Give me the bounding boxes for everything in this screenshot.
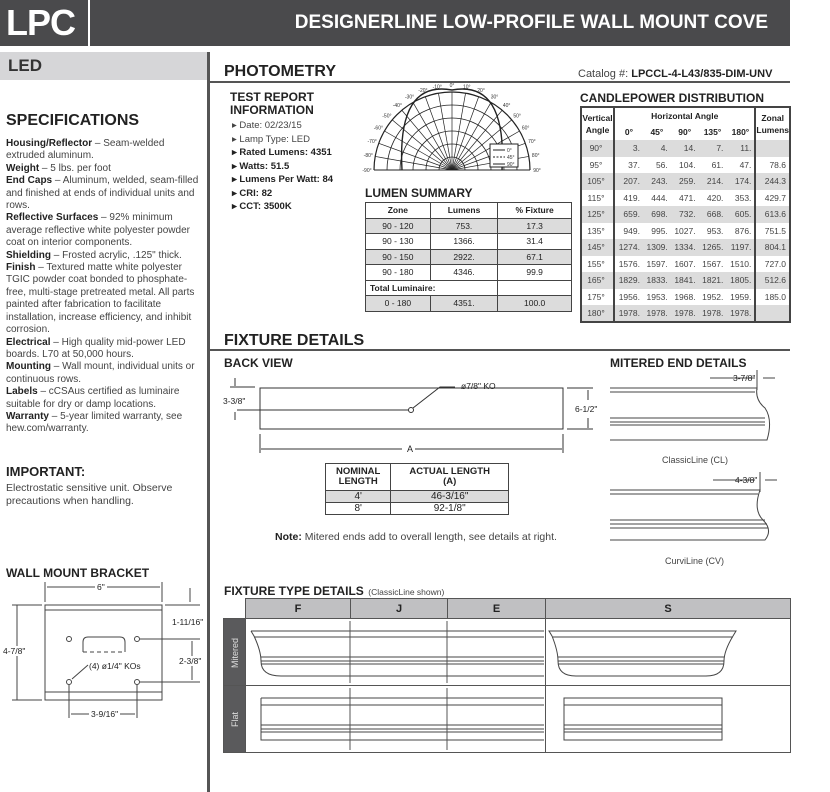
product-subtitle: LED <box>0 52 208 80</box>
header-line: Lumens <box>756 125 789 135</box>
cell: 180° <box>581 305 614 322</box>
row-label: Flat <box>224 686 246 753</box>
spec-label: Shielding <box>6 249 51 261</box>
col-header: E <box>448 599 546 619</box>
col-header: J <box>351 599 448 619</box>
cell: 1821. <box>699 272 727 289</box>
table-row <box>581 157 790 174</box>
spec-label: Labels <box>6 386 38 398</box>
polar-angle-label: -40° <box>392 102 402 109</box>
candlepower-heading: CANDLEPOWER DISTRIBUTION <box>580 91 764 105</box>
spec-item <box>6 250 201 262</box>
cell: 46-3/16" <box>391 491 509 503</box>
polar-angle-label: 50° <box>513 113 521 120</box>
length-table <box>325 463 509 515</box>
specifications-heading: SPECIFICATIONS <box>6 112 140 129</box>
cell: 4. <box>643 140 671 157</box>
cell: 1567. <box>702 258 724 269</box>
spec-label: Warranty <box>6 410 49 422</box>
spec-text: – High quality mid-power LED boards. L70 at 50,000 hours. <box>6 336 186 360</box>
flat-profile-drawing <box>546 688 741 750</box>
table-row <box>326 491 509 503</box>
test-report-list <box>232 119 333 214</box>
polar-angle-label: 80° <box>531 153 540 160</box>
length-dimension: A <box>407 444 414 454</box>
cell: 31.4 <box>498 234 572 250</box>
cell: 145° <box>581 239 614 256</box>
polar-angle-label: 70° <box>528 138 536 145</box>
spec-item <box>6 386 201 411</box>
cell: 78.6 <box>755 157 790 174</box>
cell: 259. <box>671 173 699 190</box>
polar-angle-label: 60° <box>521 125 530 132</box>
spec-label: Finish <box>6 262 36 274</box>
curviline-dimension: 4-3/8" <box>735 475 758 485</box>
cell: 471. <box>679 192 696 203</box>
header-line: (A) <box>443 476 457 487</box>
cell: 90 - 150 <box>366 249 431 265</box>
spec-text: – Wall mount, individual units or continuous rows. <box>6 361 195 385</box>
spec-text: – Aluminum, welded, seam-filled and finished at ends of individual units and rows. <box>6 175 199 212</box>
cell: 67.1 <box>498 249 572 265</box>
table-row <box>366 249 572 265</box>
cell: 1841. <box>671 272 699 289</box>
polar-angle-label: -10° <box>432 84 442 91</box>
cell: 244.3 <box>755 173 790 190</box>
table-row <box>581 239 790 256</box>
row-label: Mitered <box>224 619 246 686</box>
cell: 1978. <box>671 305 699 322</box>
test-report-heading <box>230 91 314 117</box>
cell: 155° <box>581 256 614 273</box>
col-header: Lumens <box>430 203 498 219</box>
spec-label: Reflective Surfaces <box>6 212 99 224</box>
col-header: S <box>546 599 791 619</box>
cell: 1805. <box>726 272 755 289</box>
back-view-diagram <box>215 370 600 455</box>
cell: 2922. <box>430 249 498 265</box>
table-row <box>581 190 790 207</box>
col-header: 45° <box>650 126 664 137</box>
cell: 61. <box>711 159 724 170</box>
cell: 419. <box>623 192 640 203</box>
cell: 37. <box>628 159 640 170</box>
polar-angle-label: -80° <box>363 153 373 160</box>
table-row <box>366 234 572 250</box>
cell: 1978. <box>614 305 643 322</box>
cell: 1959. <box>730 291 752 302</box>
cell: 185.0 <box>755 289 790 306</box>
list-item: ▸ Rated Lumens: 4351 <box>232 147 332 158</box>
table-header <box>224 599 791 619</box>
spec-text: – 5 lbs. per foot <box>39 162 111 174</box>
bracket-hole-spacing-h: 3-9/16" <box>91 709 119 719</box>
polar-angle-label: 10° <box>462 84 471 91</box>
spec-item <box>6 337 201 362</box>
heading-line: INFORMATION <box>230 103 314 117</box>
header-line: NOMINAL <box>336 466 381 477</box>
col-header: 0° <box>624 126 634 137</box>
col-header: 90° <box>678 126 692 137</box>
polar-angle-label: -70° <box>367 138 377 145</box>
cell: 1956. <box>618 291 640 302</box>
cell: 804.1 <box>755 239 790 256</box>
cell: 17.3 <box>498 218 572 234</box>
spec-text: – Frosted acrylic, .125" thick. <box>51 249 182 261</box>
table-row <box>224 619 791 686</box>
table-row <box>326 503 509 515</box>
cell: 207. <box>614 173 643 190</box>
table-row <box>366 218 572 234</box>
list-item: ▸ Lumens Per Watt: 84 <box>232 174 334 185</box>
item-text: Lamp Type: LED <box>239 133 311 145</box>
horizontal-angle-header: Horizontal Angle <box>651 110 719 121</box>
classicline-dimension: 3-7/8" <box>733 373 756 383</box>
item-text: Rated Lumens: 4351 <box>239 147 332 158</box>
cell: 14. <box>671 140 699 157</box>
cell: 3. <box>614 140 643 157</box>
divider <box>210 81 790 83</box>
col-header: Zone <box>366 203 431 219</box>
height-dimension: 6-1/2" <box>575 404 598 414</box>
cell: 1576. <box>618 258 640 269</box>
spec-text: – 92% minimum average reflective white polyester powder coat on interior components. <box>6 212 190 249</box>
header-line: Angle <box>585 125 610 135</box>
cell: 1265. <box>699 239 727 256</box>
cell: 175° <box>581 289 614 306</box>
polar-angle-label: 90° <box>533 168 541 174</box>
cell: 420. <box>706 192 724 203</box>
spec-label: Housing/Reflector <box>6 138 93 149</box>
col-header: 180° <box>731 126 750 137</box>
table-header <box>581 107 790 124</box>
item-text: Lumens Per Watt: 84 <box>239 174 334 185</box>
table-row <box>366 265 572 281</box>
spec-label: Mounting <box>6 361 51 373</box>
table-row <box>581 140 790 157</box>
cell: 165° <box>581 272 614 289</box>
cell-flat-fje <box>246 686 546 753</box>
note-text: Mitered ends add to overall length, see details at right. <box>301 531 557 543</box>
cell: 1366. <box>430 234 498 250</box>
cell: 512.6 <box>755 272 790 289</box>
ko-label: ø7/8" KO <box>461 381 496 391</box>
polar-angle-label: 20° <box>477 88 485 95</box>
table-row <box>581 289 790 306</box>
col-header <box>391 464 509 491</box>
lumen-summary-table <box>365 202 572 312</box>
spec-text: – 5-year limited warranty, see hew.com/warranty. <box>6 410 183 435</box>
cell: 4346. <box>430 265 498 281</box>
mitered-end-diagram <box>605 370 790 570</box>
cell: 4' <box>326 491 391 503</box>
cell: 1309. <box>643 239 671 256</box>
cell: 100.0 <box>498 296 572 312</box>
cell: 8' <box>326 503 391 515</box>
cell: 104. <box>679 159 696 170</box>
spec-label: Electrical <box>6 336 51 348</box>
cell: 11. <box>726 140 755 157</box>
cell: 1510. <box>730 258 752 269</box>
spec-item <box>6 411 201 436</box>
legend-label: 0° <box>507 148 512 154</box>
cell: 1978. <box>699 305 727 322</box>
heading-line: TEST REPORT <box>230 90 315 104</box>
cell: 353. <box>734 192 752 203</box>
bracket-width-dim: 6" <box>97 582 105 592</box>
cell: 953. <box>706 225 724 236</box>
left-dimension: 3-3/8" <box>223 396 246 406</box>
cell: 1978. <box>726 305 755 322</box>
total-label: Total Luminaire: <box>366 280 498 296</box>
cell: 90 - 130 <box>366 234 431 250</box>
cell: 1978. <box>643 305 671 322</box>
cell: 214. <box>699 173 727 190</box>
cell <box>755 140 790 157</box>
mitered-note <box>275 531 557 543</box>
polar-angle-label: 30° <box>490 94 499 101</box>
table-row <box>581 173 790 190</box>
cell-mitered-fje <box>246 619 546 686</box>
bracket-heading: WALL MOUNT BRACKET <box>6 566 150 580</box>
table-row <box>581 223 790 240</box>
back-view-heading: BACK VIEW <box>224 356 293 370</box>
cell: 174. <box>726 173 755 190</box>
cell: 1597. <box>646 258 668 269</box>
cell: 995. <box>651 225 668 236</box>
item-text: CRI: 82 <box>239 187 273 199</box>
classicline-label: ClassicLine (CL) <box>662 455 729 465</box>
table-row <box>581 256 790 273</box>
heading-subtitle: (ClassicLine shown) <box>368 587 445 597</box>
mitered-end-heading: MITERED END DETAILS <box>610 356 747 370</box>
list-item: ▸ CCT: 3500K <box>232 201 292 212</box>
list-item: ▸ Lamp Type: LED <box>232 133 311 145</box>
heading-text: FIXTURE TYPE DETAILS <box>224 584 364 598</box>
bracket-height-dim: 4-7/8" <box>3 646 26 656</box>
spec-item <box>6 163 201 175</box>
mitered-profile-drawing <box>246 621 544 683</box>
spec-item <box>6 175 201 212</box>
cell: 99.9 <box>498 265 572 281</box>
polar-angle-label: 40° <box>502 102 511 109</box>
spec-item <box>6 138 201 163</box>
cell: 90 - 120 <box>366 218 431 234</box>
photometry-heading: PHOTOMETRY <box>224 63 337 80</box>
catalog-number <box>578 68 772 80</box>
cell <box>755 305 790 322</box>
mitered-profile-drawing <box>546 621 741 683</box>
cell: 753. <box>430 218 498 234</box>
legend-label: 90° <box>507 162 515 168</box>
header-line: Zonal <box>761 113 785 123</box>
cell: 613.6 <box>755 206 790 223</box>
cell: 698. <box>643 206 671 223</box>
cell: 1833. <box>643 272 671 289</box>
list-item: ▸ Watts: 51.5 <box>232 160 290 172</box>
spec-label: Weight <box>6 162 40 174</box>
cell: 1197. <box>726 239 755 256</box>
bracket-ko-label: (4) ø1/4" KOs <box>89 661 141 671</box>
cell: 429.7 <box>755 190 790 207</box>
cell: 115° <box>581 190 614 207</box>
list-item: ▸ Date: 02/23/15 <box>232 120 302 131</box>
item-text: CCT: 3500K <box>239 201 292 212</box>
divider <box>210 349 790 351</box>
vertical-angle-header <box>581 107 614 140</box>
polar-angle-label: -50° <box>382 113 392 120</box>
cell-flat-s <box>546 686 791 753</box>
cell: 7. <box>699 140 727 157</box>
cell: 1027. <box>674 225 696 236</box>
cell: 659. <box>614 206 643 223</box>
specifications-list <box>6 138 201 436</box>
item-text: Date: 02/23/15 <box>239 120 302 131</box>
spec-item <box>6 212 201 249</box>
cell: 90° <box>581 140 614 157</box>
table-row <box>581 305 790 322</box>
polar-angle-label: 0° <box>449 83 455 89</box>
important-heading: IMPORTANT: <box>6 464 86 479</box>
table-row <box>581 206 790 223</box>
spec-item <box>6 361 201 386</box>
brand-logo: LPC <box>0 0 88 46</box>
bracket-hole-spacing-v: 2-3/8" <box>179 656 202 666</box>
cell: 732. <box>671 206 699 223</box>
cell: 876. <box>734 225 752 236</box>
fixture-details-heading: FIXTURE DETAILS <box>224 332 365 349</box>
table-row <box>581 272 790 289</box>
polar-angle-label: -60° <box>373 125 384 132</box>
total-row <box>366 296 572 312</box>
cell: 1274. <box>614 239 643 256</box>
cell <box>498 280 572 296</box>
important-text: Electrostatic sensitive unit. Observe precautions when handling. <box>6 482 173 507</box>
cell: 92-1/8" <box>391 503 509 515</box>
cell: 1334. <box>671 239 699 256</box>
cell: 47. <box>739 159 752 170</box>
col-header: F <box>246 599 351 619</box>
bracket-top-offset-dim: 1-11/16" <box>172 617 204 627</box>
cell: 1953. <box>646 291 668 302</box>
spec-text: – Textured matte white polyester TGIC powder coat bonded to phosphate-free, multi-stage pretreated metal. All parts painted after fabrication to facilitate installation, increase efficiency, and inhibit corrosion. <box>6 262 195 336</box>
cell: 0 - 180 <box>366 296 431 312</box>
cell: 95° <box>581 157 614 174</box>
cell: 727.0 <box>755 256 790 273</box>
polar-candlepower-chart <box>360 83 575 180</box>
catalog-label: Catalog #: <box>578 68 629 80</box>
table-header <box>326 464 509 491</box>
cell: 1952. <box>702 291 724 302</box>
page-title: DESIGNERLINE LOW-PROFILE WALL MOUNT COVE <box>90 0 790 46</box>
note-label: Note: <box>275 531 302 543</box>
zonal-lumens-header <box>755 107 790 140</box>
col-header: % Fixture <box>498 203 572 219</box>
wall-mount-bracket-diagram <box>0 580 208 730</box>
candlepower-table <box>580 106 791 323</box>
spec-label: End Caps <box>6 175 53 187</box>
cell: 243. <box>643 173 671 190</box>
table-row <box>366 280 572 296</box>
lumen-summary-heading: LUMEN SUMMARY <box>365 186 473 200</box>
cell: 90 - 180 <box>366 265 431 281</box>
catalog-value: LPCCL-4-L43/835-DIM-UNV <box>631 68 773 80</box>
spec-text: – Seam-welded extruded aluminum. <box>6 138 165 162</box>
legend-label: 45° <box>507 155 515 161</box>
header-line: LENGTH <box>338 476 378 487</box>
item-text: Watts: 51.5 <box>239 160 290 172</box>
polar-angle-label: -20° <box>418 88 428 95</box>
cell: 605. <box>726 206 755 223</box>
header-line: ACTUAL LENGTH <box>409 466 490 477</box>
cell: 1607. <box>674 258 696 269</box>
spec-item <box>6 262 201 336</box>
cell: 668. <box>699 206 727 223</box>
polar-angle-label: -90° <box>362 168 372 174</box>
table-header <box>366 203 572 219</box>
table-row <box>224 686 791 753</box>
cell: 56. <box>655 159 668 170</box>
col-header: 135° <box>703 126 722 137</box>
cell: 105° <box>581 173 614 190</box>
cell: 1968. <box>674 291 696 302</box>
cell-mitered-s <box>546 619 791 686</box>
fixture-types-table <box>223 598 791 753</box>
spec-text: – cCSAus certified as luminaire suitable for dry or damp locations. <box>6 386 180 410</box>
cell: 1829. <box>614 272 643 289</box>
cell: 135° <box>581 223 614 240</box>
cell: 125° <box>581 206 614 223</box>
col-header <box>326 464 391 491</box>
cell: 949. <box>623 225 640 236</box>
polar-angle-label: -30° <box>404 94 415 101</box>
cell: 4351. <box>430 296 498 312</box>
flat-profile-drawing <box>246 688 544 750</box>
curviline-label: CurviLine (CV) <box>665 556 725 566</box>
list-item: ▸ CRI: 82 <box>232 187 273 199</box>
corner <box>224 599 246 619</box>
cell: 444. <box>651 192 668 203</box>
header-line: Vertical <box>582 113 613 123</box>
cell: 751.5 <box>755 223 790 240</box>
